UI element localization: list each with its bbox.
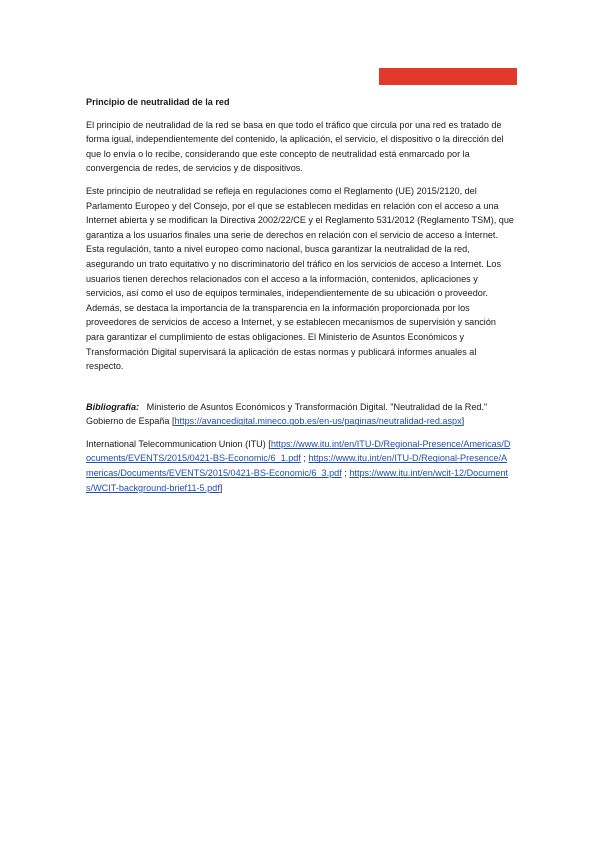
bibliography-entry-2 — [86, 437, 514, 495]
document-body — [86, 95, 514, 503]
bibliography-entry-1 — [86, 400, 514, 429]
bracket-close: ] — [219, 482, 223, 493]
paragraph-regulation: Este principio de neutralidad se refleja en regulaciones como el Reglamento (UE) 2015/2120, del Parlamento Europeo y del Consejo, por el que se establecen medidas en relación con el acceso a una Internet abierta y se modifican la Directiva 2002/22/CE y el Reglamento 531/2012 (Reglamento TSM), que garantiza a los usuarios finales una serie de derechos en relación con el servicio de acceso a Internet. Esta regulación, tanto a nivel europeo como nacional, busca garantizar la neutralidad de la red, asegurando un trato equitativo y no discriminatorio del tráfico en los servicios de acceso a Internet. Los usuarios tienen derechos relacionados con el acceso a la información, contenidos, aplicaciones y servicios, así como el uso de equipos terminales, independientemente de su ubicación o proveedor. Además, se destaca la importancia de la transparencia en la información proporcionada por los proveedores de servicios de acceso a Internet, y se establecen mecanismos de supervisión y sanción para garantizar el cumplimiento de estas obligaciones. El Ministerio de Asuntos Económicos y Transformación Digital supervisará la aplicación de estas normas y publicará informes anuales al respecto. — [86, 185, 514, 372]
link-mineco-neutralidad[interactable]: https://avancedigital.mineco.gob.es/en-us/paginas/neutralidad-red.aspx — [174, 416, 462, 427]
link-itu-6-3-pdf[interactable]: https://www.itu.int/en/ITU-D/Regional-Presence/Americas/Documents/EVENTS/2015/0421-BS-Economic/6_3.pdf — [86, 453, 508, 479]
document-heading: Principio de neutralidad de la red — [86, 97, 230, 107]
bibliography-label: Bibliografía: — [86, 401, 140, 412]
header-accent-bar — [379, 68, 517, 85]
link-separator: ; — [300, 453, 309, 464]
link-itu-6-1-pdf[interactable]: https://www.itu.int/en/ITU-D/Regional-Presence/Americas/Documents/EVENTS/2015/0421-BS-Economic/6_1.pdf — [86, 438, 511, 464]
bracket-close: ] — [461, 416, 465, 427]
bibliography-entry-1-text: Ministerio de Asuntos Económicos y Transformación Digital. "Neutralidad de la Red." Gobierno de España [ — [86, 401, 488, 427]
bibliography-entry-2-text: International Telecommunication Union (ITU) [ — [86, 438, 271, 449]
link-wcit-background-brief[interactable]: https://www.itu.int/en/wcit-12/Documents/WCIT-background-brief11-5.pdf — [86, 468, 509, 493]
paragraph-definition: El principio de neutralidad de la red se basa en que todo el tráfico que circula por una red es tratado de forma igual, independientemente del contenido, la aplicación, el servicio, el dispositivo o la dirección del que lo envía o lo recibe, considerando que este concepto de neutralidad está enmarcado por la convergencia de redes, de servicios y de dispositivos. — [86, 119, 504, 174]
link-separator: ; — [341, 468, 350, 479]
